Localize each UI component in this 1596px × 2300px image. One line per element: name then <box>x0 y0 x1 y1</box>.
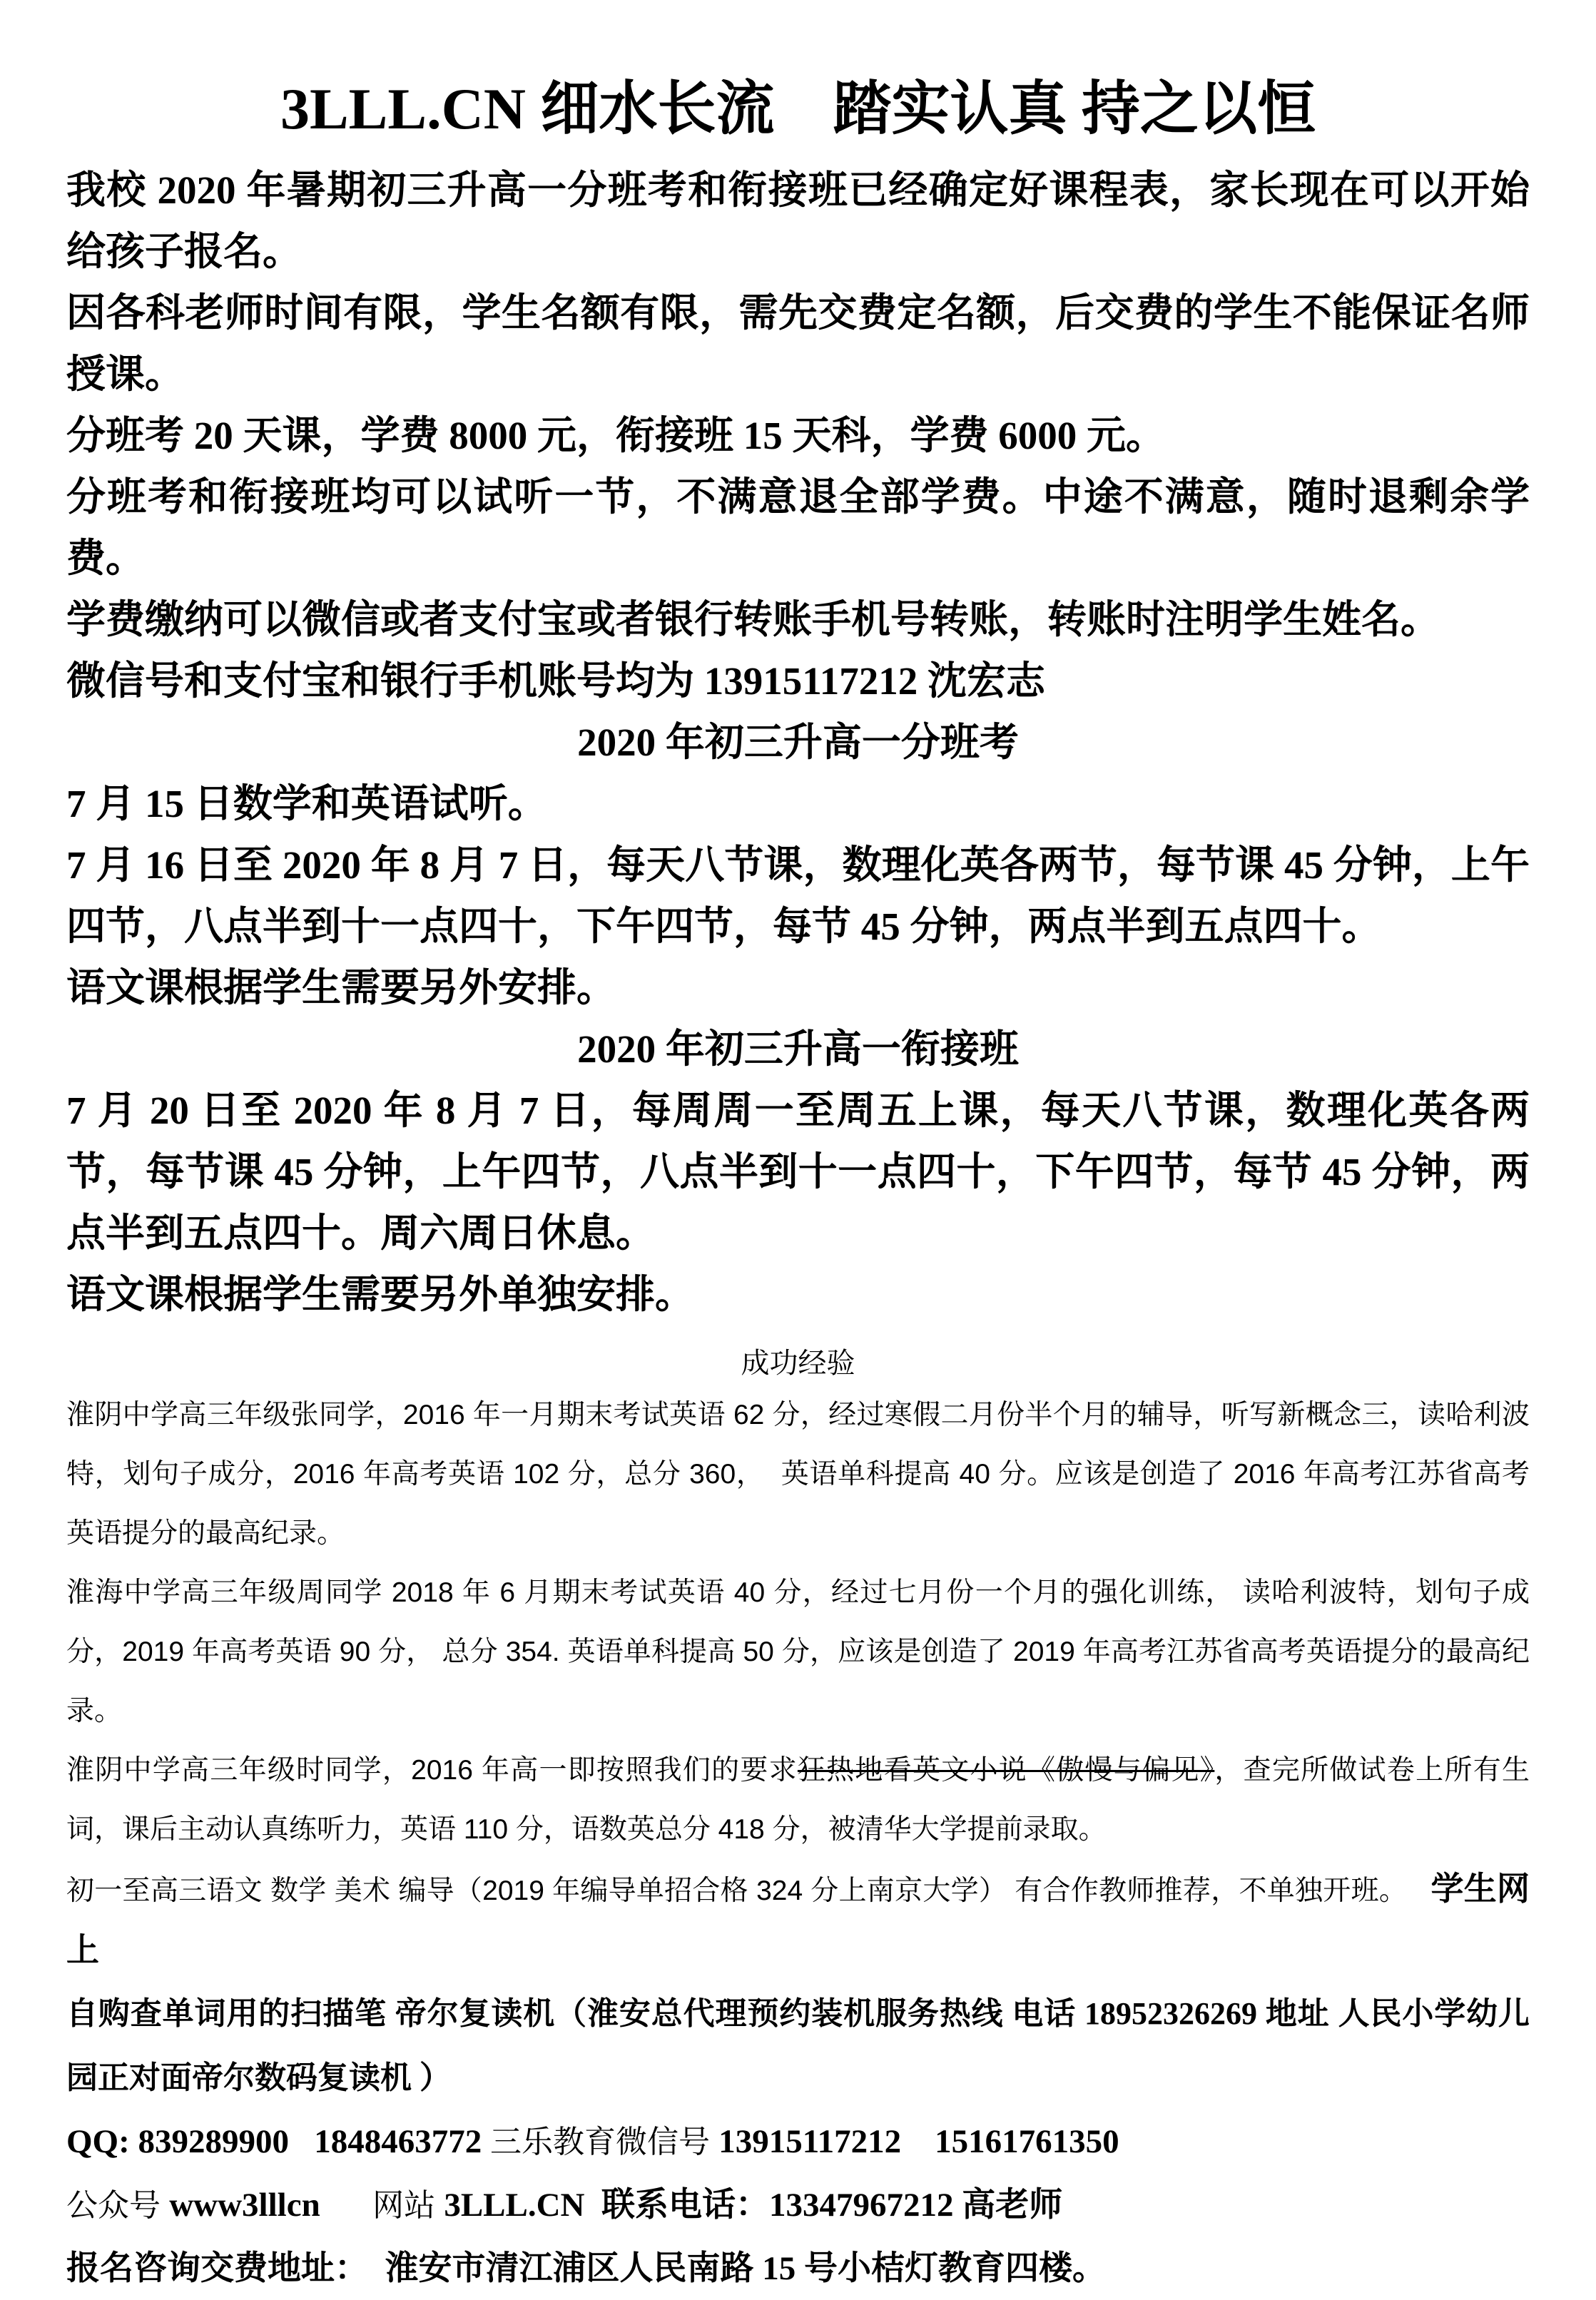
public-account-value: www3lllcn <box>169 2187 320 2224</box>
success-story-3-lead: 淮阴中学高三年级时同学，2016 年高一即按照我们的要求 <box>66 1755 798 1786</box>
intro-paragraph-5: 学费缴纳可以微信或者支付宝或者银行转账手机号转账，转账时注明学生姓名。 <box>66 598 1440 641</box>
success-story-3 <box>66 1741 1530 1859</box>
wechat-numbers: 13915117212 15161761350 <box>718 2123 1119 2160</box>
website-value: 3LLL.CN <box>444 2187 585 2224</box>
placement-exam-paragraph-1: 7 月 15 日数学和英语试听。 <box>66 782 547 825</box>
success-story-3-tail: ，查完所做试卷上所有生词，课后主动认真练听力，英语 110 分，语数英总分 418 分，被清华大学提前录取。 <box>66 1755 1530 1845</box>
success-story-1: 淮阴中学高三年级张同学，2016 年一月期末考试英语 62 分，经过寒假二月份半个月的辅导，听写新概念三，读哈利波特，划句子成分，2016 年高考英语 102 分，总分 360， 英语单科提高 40 分。应该是创造了 2016 年高考江苏省高考英语提分的最高纪录。 <box>66 1400 1530 1549</box>
website-contact-line <box>66 2174 1530 2237</box>
students-online-bold-text: 学生网上 <box>66 1870 1530 1968</box>
qq-contact-line <box>66 2110 1530 2174</box>
success-story-2: 淮海中学高三年级周同学 2018 年 6 月期末考试英语 40 分，经过七月份一个月的强化训练， 读哈利波特，划句子成分，2019 年高考英语 90 分， 总分 354. 英语单科提高 50 分，应该是创造了 2019 年高考江苏省高考英语提分的最高纪录。 <box>66 1577 1530 1726</box>
wechat-label: 三乐教育微信号 <box>490 2125 719 2159</box>
success-story-3-strikethrough-text: 狂热地看英文小说《傲慢与偏见》 <box>797 1755 1215 1786</box>
placement-exam-paragraph-2: 7 月 16 日至 2020 年 8 月 7 日，每天八节课，数理化英各两节，每节课 45 分钟，上午四节，八点半到十一点四十，下午四节，每节 45 分钟，两点半到五点四十。 <box>66 843 1530 948</box>
courses-offered-line <box>66 1859 1530 1982</box>
placement-exam-paragraph-3: 语文课根据学生需要另外安排。 <box>66 966 616 1009</box>
intro-paragraph-3: 分班考 20 天课，学费 8000 元，衔接班 15 天科，学费 6000 元。 <box>66 414 1166 457</box>
bridge-class-heading: 2020 年初三升高一衔接班 <box>577 1027 1019 1071</box>
bridge-class-paragraph-1: 7 月 20 日至 2020 年 8 月 7 日，每周周一至周五上课，每天八节课，数理化英各两节，每节课 45 分钟，上午四节，八点半到十一点四十，下午四节，每节 45 分钟，两点半到五点四十。周六周日休息。 <box>66 1089 1530 1255</box>
scanner-pen-paragraph: 自购查单词用的扫描笔 帝尔复读机（淮安总代理预约装机服务热线 电话 18952326269 地址 人民小学幼儿园正对面帝尔数码复读机 ） <box>66 1996 1530 2095</box>
registration-address-line: 报名咨询交费地址： 淮安市清江浦区人民南路 15 号小桔灯教育四楼。 <box>66 2250 1106 2287</box>
qq-numbers: QQ: 839289900 1848463772 <box>66 2123 491 2160</box>
intro-paragraph-1: 我校 2020 年暑期初三升高一分班考和衔接班已经确定好课程表，家长现在可以开始给孩子报名。 <box>66 168 1530 273</box>
placement-exam-heading: 2020 年初三升高一分班考 <box>577 721 1019 764</box>
page-title: 3LLL.CN 细水长流 踏实认真 持之以恒 <box>280 76 1316 141</box>
courses-offered-text: 初一至高三语文 数学 美术 编导（2019 年编导单招合格 324 分上南京大学） 有合作教师推荐，不单独开班。 <box>66 1876 1431 1906</box>
bridge-class-paragraph-2: 语文课根据学生需要另外单独安排。 <box>66 1273 695 1316</box>
website-label: 网站 <box>320 2188 444 2223</box>
success-stories-heading: 成功经验 <box>741 1348 855 1379</box>
intro-paragraph-6: 微信号和支付宝和银行手机账号均为 13915117212 沈宏志 <box>66 659 1045 703</box>
phone-teacher-text: 联系电话：13347967212 高老师 <box>584 2187 1063 2224</box>
intro-paragraph-4: 分班考和衔接班均可以试听一节，不满意退全部学费。中途不满意，随时退剩余学费。 <box>66 475 1530 580</box>
public-account-label: 公众号 <box>66 2188 170 2223</box>
intro-paragraph-2: 因各科老师时间有限，学生名额有限，需先交费定名额，后交费的学生不能保证名师授课。 <box>66 291 1530 396</box>
